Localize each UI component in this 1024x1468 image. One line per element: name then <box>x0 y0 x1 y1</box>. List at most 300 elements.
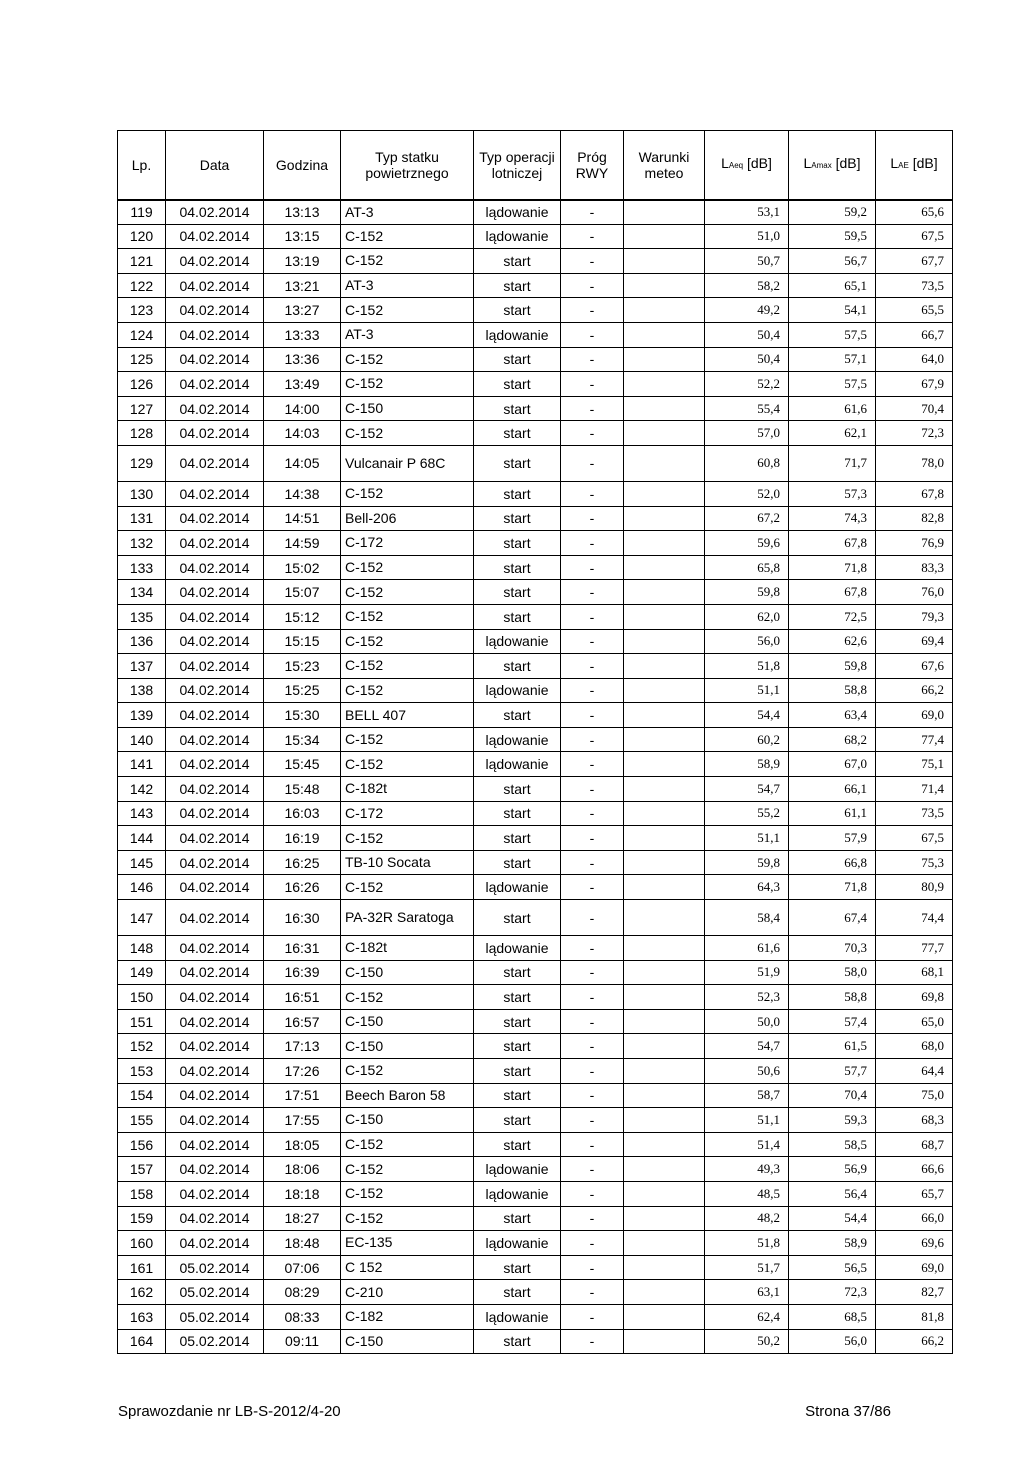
lae-cell: 65,5 <box>876 298 953 323</box>
lamax-cell: 63,4 <box>789 703 876 728</box>
date-cell: 04.02.2014 <box>166 396 264 421</box>
weather-cell <box>624 1206 705 1231</box>
table-row <box>118 985 953 1010</box>
aircraft-type-cell: C 152 <box>341 1255 474 1280</box>
lamax-cell: 61,5 <box>789 1034 876 1059</box>
laeq-cell: 63,1 <box>705 1280 789 1305</box>
weather-cell <box>624 322 705 347</box>
laeq-cell: 58,7 <box>705 1083 789 1108</box>
lamax-cell: 71,7 <box>789 445 876 481</box>
aircraft-type-cell: C-150 <box>341 396 474 421</box>
lp-cell: 153 <box>118 1059 166 1084</box>
table-row <box>118 481 953 506</box>
weather-cell <box>624 347 705 372</box>
lamax-cell: 62,1 <box>789 421 876 446</box>
laeq-cell: 51,1 <box>705 1108 789 1133</box>
lp-cell: 126 <box>118 372 166 397</box>
lp-cell: 127 <box>118 396 166 421</box>
laeq-cell: 60,8 <box>705 445 789 481</box>
laeq-cell: 51,8 <box>705 654 789 679</box>
aircraft-type-cell: C-152 <box>341 224 474 249</box>
time-cell: 15:34 <box>264 727 341 752</box>
lae-cell: 66,6 <box>876 1157 953 1182</box>
lamax-cell: 58,8 <box>789 985 876 1010</box>
weather-cell <box>624 445 705 481</box>
time-cell: 13:21 <box>264 273 341 298</box>
operation-type-cell: start <box>474 249 561 274</box>
lamax-cell: 62,6 <box>789 629 876 654</box>
aircraft-type-cell: C-152 <box>341 1181 474 1206</box>
aircraft-type-cell: BELL 407 <box>341 703 474 728</box>
lp-cell: 129 <box>118 445 166 481</box>
operation-type-cell: start <box>474 960 561 985</box>
laeq-cell: 52,0 <box>705 481 789 506</box>
weather-cell <box>624 1108 705 1133</box>
weather-cell <box>624 298 705 323</box>
lamax-cell: 58,9 <box>789 1231 876 1256</box>
aircraft-type-cell: C-152 <box>341 298 474 323</box>
lp-cell: 134 <box>118 580 166 605</box>
operation-type-cell: start <box>474 445 561 481</box>
date-cell: 04.02.2014 <box>166 752 264 777</box>
header-lamax-main: L <box>803 155 812 172</box>
time-cell: 15:25 <box>264 678 341 703</box>
operation-type-cell: start <box>474 703 561 728</box>
lp-cell: 161 <box>118 1255 166 1280</box>
header-prog-rwy: Próg RWY <box>561 131 624 200</box>
laeq-cell: 52,2 <box>705 372 789 397</box>
lp-cell: 130 <box>118 481 166 506</box>
date-cell: 04.02.2014 <box>166 936 264 961</box>
date-cell: 04.02.2014 <box>166 555 264 580</box>
operation-type-cell: start <box>474 372 561 397</box>
operation-type-cell: start <box>474 777 561 802</box>
time-cell: 16:30 <box>264 900 341 936</box>
date-cell: 04.02.2014 <box>166 481 264 506</box>
operation-type-cell: lądowanie <box>474 322 561 347</box>
weather-cell <box>624 1083 705 1108</box>
aircraft-type-cell: C-152 <box>341 985 474 1010</box>
weather-cell <box>624 777 705 802</box>
lae-cell: 68,1 <box>876 960 953 985</box>
operation-type-cell: start <box>474 1108 561 1133</box>
page-number: Strona 37/86 <box>805 1403 891 1420</box>
lae-cell: 69,4 <box>876 629 953 654</box>
lae-cell: 77,7 <box>876 936 953 961</box>
lamax-cell: 67,0 <box>789 752 876 777</box>
lamax-cell: 56,4 <box>789 1181 876 1206</box>
lamax-cell: 72,3 <box>789 1280 876 1305</box>
weather-cell <box>624 801 705 826</box>
weather-cell <box>624 1329 705 1354</box>
header-lamax <box>789 131 876 200</box>
lamax-cell: 59,5 <box>789 224 876 249</box>
operation-type-cell: lądowanie <box>474 629 561 654</box>
weather-cell <box>624 200 705 225</box>
date-cell: 04.02.2014 <box>166 506 264 531</box>
operation-type-cell: start <box>474 1329 561 1354</box>
table-row <box>118 1034 953 1059</box>
table-row <box>118 752 953 777</box>
aircraft-type-cell: AT-3 <box>341 273 474 298</box>
time-cell: 17:51 <box>264 1083 341 1108</box>
aircraft-type-cell: C-152 <box>341 555 474 580</box>
runway-threshold-cell: - <box>561 1034 624 1059</box>
laeq-cell: 48,2 <box>705 1206 789 1231</box>
lae-cell: 67,8 <box>876 481 953 506</box>
lp-cell: 124 <box>118 322 166 347</box>
operation-type-cell: start <box>474 421 561 446</box>
operation-type-cell: start <box>474 1206 561 1231</box>
lp-cell: 135 <box>118 604 166 629</box>
lp-cell: 125 <box>118 347 166 372</box>
lp-cell: 141 <box>118 752 166 777</box>
lamax-cell: 70,3 <box>789 936 876 961</box>
runway-threshold-cell: - <box>561 1108 624 1133</box>
lamax-cell: 61,1 <box>789 801 876 826</box>
aircraft-type-cell: C-152 <box>341 678 474 703</box>
aircraft-type-cell: C-150 <box>341 1329 474 1354</box>
aircraft-type-cell: AT-3 <box>341 322 474 347</box>
header-warunki-meteo: Warunki meteo <box>624 131 705 200</box>
lamax-cell: 57,5 <box>789 322 876 347</box>
lamax-cell: 65,1 <box>789 273 876 298</box>
time-cell: 18:27 <box>264 1206 341 1231</box>
table-row <box>118 224 953 249</box>
lp-cell: 139 <box>118 703 166 728</box>
runway-threshold-cell: - <box>561 826 624 851</box>
date-cell: 04.02.2014 <box>166 421 264 446</box>
header-laeq-main: L <box>721 155 729 172</box>
laeq-cell: 60,2 <box>705 727 789 752</box>
header-lae-unit: [dB] <box>908 155 938 172</box>
time-cell: 13:19 <box>264 249 341 274</box>
laeq-cell: 54,4 <box>705 703 789 728</box>
laeq-cell: 50,0 <box>705 1009 789 1034</box>
table-row <box>118 1009 953 1034</box>
date-cell: 04.02.2014 <box>166 985 264 1010</box>
date-cell: 04.02.2014 <box>166 850 264 875</box>
weather-cell <box>624 654 705 679</box>
lp-cell: 147 <box>118 900 166 936</box>
runway-threshold-cell: - <box>561 481 624 506</box>
operation-type-cell: start <box>474 1083 561 1108</box>
lamax-cell: 66,8 <box>789 850 876 875</box>
date-cell: 05.02.2014 <box>166 1255 264 1280</box>
weather-cell <box>624 372 705 397</box>
table-row <box>118 826 953 851</box>
time-cell: 16:31 <box>264 936 341 961</box>
table-row <box>118 654 953 679</box>
date-cell: 04.02.2014 <box>166 1083 264 1108</box>
table-row <box>118 555 953 580</box>
runway-threshold-cell: - <box>561 396 624 421</box>
time-cell: 14:59 <box>264 531 341 556</box>
lp-cell: 133 <box>118 555 166 580</box>
lae-cell: 68,0 <box>876 1034 953 1059</box>
weather-cell <box>624 1157 705 1182</box>
aircraft-type-cell: C-152 <box>341 347 474 372</box>
runway-threshold-cell: - <box>561 985 624 1010</box>
table-body <box>118 200 953 1354</box>
lp-cell: 155 <box>118 1108 166 1133</box>
header-lae <box>876 131 953 200</box>
laeq-cell: 49,2 <box>705 298 789 323</box>
lae-cell: 64,0 <box>876 347 953 372</box>
lp-cell: 163 <box>118 1304 166 1329</box>
lp-cell: 121 <box>118 249 166 274</box>
table-row <box>118 200 953 225</box>
date-cell: 04.02.2014 <box>166 727 264 752</box>
operation-type-cell: start <box>474 985 561 1010</box>
lp-cell: 137 <box>118 654 166 679</box>
weather-cell <box>624 1059 705 1084</box>
weather-cell <box>624 580 705 605</box>
date-cell: 04.02.2014 <box>166 298 264 323</box>
time-cell: 14:51 <box>264 506 341 531</box>
time-cell: 15:02 <box>264 555 341 580</box>
header-lp: Lp. <box>118 131 166 200</box>
runway-threshold-cell: - <box>561 249 624 274</box>
laeq-cell: 50,4 <box>705 347 789 372</box>
date-cell: 05.02.2014 <box>166 1304 264 1329</box>
operation-type-cell: start <box>474 850 561 875</box>
date-cell: 04.02.2014 <box>166 1034 264 1059</box>
time-cell: 17:55 <box>264 1108 341 1133</box>
date-cell: 04.02.2014 <box>166 347 264 372</box>
date-cell: 04.02.2014 <box>166 900 264 936</box>
lamax-cell: 56,0 <box>789 1329 876 1354</box>
lae-cell: 79,3 <box>876 604 953 629</box>
runway-threshold-cell: - <box>561 445 624 481</box>
runway-threshold-cell: - <box>561 372 624 397</box>
date-cell: 04.02.2014 <box>166 1181 264 1206</box>
weather-cell <box>624 752 705 777</box>
lp-cell: 146 <box>118 875 166 900</box>
lp-cell: 158 <box>118 1181 166 1206</box>
time-cell: 18:06 <box>264 1157 341 1182</box>
time-cell: 14:03 <box>264 421 341 446</box>
time-cell: 18:18 <box>264 1181 341 1206</box>
lamax-cell: 57,3 <box>789 481 876 506</box>
laeq-cell: 49,3 <box>705 1157 789 1182</box>
lp-cell: 136 <box>118 629 166 654</box>
lae-cell: 82,8 <box>876 506 953 531</box>
lp-cell: 152 <box>118 1034 166 1059</box>
laeq-cell: 51,9 <box>705 960 789 985</box>
aircraft-type-cell: C-152 <box>341 1157 474 1182</box>
table-row <box>118 1108 953 1133</box>
runway-threshold-cell: - <box>561 1132 624 1157</box>
operation-type-cell: lądowanie <box>474 875 561 900</box>
runway-threshold-cell: - <box>561 703 624 728</box>
runway-threshold-cell: - <box>561 1206 624 1231</box>
date-cell: 04.02.2014 <box>166 580 264 605</box>
lamax-cell: 61,6 <box>789 396 876 421</box>
table-row <box>118 298 953 323</box>
aircraft-type-cell: PA-32R Saratoga <box>341 900 474 936</box>
weather-cell <box>624 629 705 654</box>
lae-cell: 64,4 <box>876 1059 953 1084</box>
weather-cell <box>624 604 705 629</box>
date-cell: 04.02.2014 <box>166 249 264 274</box>
time-cell: 18:05 <box>264 1132 341 1157</box>
table-row <box>118 678 953 703</box>
lamax-cell: 54,1 <box>789 298 876 323</box>
aircraft-type-cell: C-150 <box>341 1034 474 1059</box>
time-cell: 16:39 <box>264 960 341 985</box>
lae-cell: 81,8 <box>876 1304 953 1329</box>
laeq-cell: 59,6 <box>705 531 789 556</box>
laeq-cell: 59,8 <box>705 850 789 875</box>
lp-cell: 119 <box>118 200 166 225</box>
table-row <box>118 777 953 802</box>
time-cell: 15:07 <box>264 580 341 605</box>
lp-cell: 128 <box>118 421 166 446</box>
lae-cell: 66,2 <box>876 678 953 703</box>
lamax-cell: 74,3 <box>789 506 876 531</box>
runway-threshold-cell: - <box>561 850 624 875</box>
aircraft-type-cell: C-150 <box>341 960 474 985</box>
date-cell: 04.02.2014 <box>166 604 264 629</box>
lp-cell: 120 <box>118 224 166 249</box>
runway-threshold-cell: - <box>561 1083 624 1108</box>
runway-threshold-cell: - <box>561 1304 624 1329</box>
lp-cell: 157 <box>118 1157 166 1182</box>
operation-type-cell: start <box>474 1034 561 1059</box>
table-row <box>118 249 953 274</box>
aircraft-type-cell: C-182 <box>341 1304 474 1329</box>
runway-threshold-cell: - <box>561 604 624 629</box>
time-cell: 15:48 <box>264 777 341 802</box>
table-row <box>118 900 953 936</box>
time-cell: 18:48 <box>264 1231 341 1256</box>
date-cell: 04.02.2014 <box>166 629 264 654</box>
lp-cell: 149 <box>118 960 166 985</box>
lamax-cell: 56,9 <box>789 1157 876 1182</box>
lae-cell: 73,5 <box>876 801 953 826</box>
weather-cell <box>624 1231 705 1256</box>
time-cell: 15:15 <box>264 629 341 654</box>
lp-cell: 144 <box>118 826 166 851</box>
runway-threshold-cell: - <box>561 506 624 531</box>
lamax-cell: 58,5 <box>789 1132 876 1157</box>
aircraft-type-cell: C-152 <box>341 654 474 679</box>
weather-cell <box>624 1280 705 1305</box>
aircraft-type-cell: C-152 <box>341 604 474 629</box>
operation-type-cell: start <box>474 604 561 629</box>
time-cell: 17:13 <box>264 1034 341 1059</box>
lae-cell: 80,9 <box>876 875 953 900</box>
lp-cell: 122 <box>118 273 166 298</box>
date-cell: 04.02.2014 <box>166 960 264 985</box>
weather-cell <box>624 481 705 506</box>
time-cell: 15:30 <box>264 703 341 728</box>
table-row <box>118 604 953 629</box>
table-row <box>118 936 953 961</box>
table-row <box>118 273 953 298</box>
operation-type-cell: lądowanie <box>474 1231 561 1256</box>
weather-cell <box>624 506 705 531</box>
lae-cell: 66,7 <box>876 322 953 347</box>
aircraft-type-cell: C-152 <box>341 249 474 274</box>
time-cell: 14:00 <box>264 396 341 421</box>
aircraft-type-cell: C-152 <box>341 752 474 777</box>
time-cell: 17:26 <box>264 1059 341 1084</box>
lamax-cell: 70,4 <box>789 1083 876 1108</box>
operation-type-cell: lądowanie <box>474 200 561 225</box>
lae-cell: 76,9 <box>876 531 953 556</box>
laeq-cell: 51,4 <box>705 1132 789 1157</box>
operation-type-cell: lądowanie <box>474 1181 561 1206</box>
lae-cell: 67,5 <box>876 224 953 249</box>
laeq-cell: 55,2 <box>705 801 789 826</box>
table-row <box>118 347 953 372</box>
header-typ-statku: Typ statku powietrznego <box>341 131 474 200</box>
time-cell: 13:15 <box>264 224 341 249</box>
laeq-cell: 51,1 <box>705 826 789 851</box>
laeq-cell: 58,4 <box>705 900 789 936</box>
weather-cell <box>624 727 705 752</box>
lae-cell: 82,7 <box>876 1280 953 1305</box>
date-cell: 04.02.2014 <box>166 1009 264 1034</box>
operation-type-cell: start <box>474 1009 561 1034</box>
weather-cell <box>624 1132 705 1157</box>
lae-cell: 65,0 <box>876 1009 953 1034</box>
table-row <box>118 875 953 900</box>
lae-cell: 65,7 <box>876 1181 953 1206</box>
laeq-cell: 67,2 <box>705 506 789 531</box>
runway-threshold-cell: - <box>561 273 624 298</box>
lp-cell: 138 <box>118 678 166 703</box>
time-cell: 15:23 <box>264 654 341 679</box>
lae-cell: 76,0 <box>876 580 953 605</box>
time-cell: 15:45 <box>264 752 341 777</box>
lae-cell: 75,3 <box>876 850 953 875</box>
laeq-cell: 52,3 <box>705 985 789 1010</box>
weather-cell <box>624 826 705 851</box>
weather-cell <box>624 273 705 298</box>
noise-measurement-table <box>117 130 953 1354</box>
runway-threshold-cell: - <box>561 322 624 347</box>
operation-type-cell: start <box>474 396 561 421</box>
aircraft-type-cell: TB-10 Socata <box>341 850 474 875</box>
time-cell: 08:29 <box>264 1280 341 1305</box>
date-cell: 04.02.2014 <box>166 445 264 481</box>
operation-type-cell: lądowanie <box>474 678 561 703</box>
lamax-cell: 56,7 <box>789 249 876 274</box>
weather-cell <box>624 396 705 421</box>
aircraft-type-cell: C-152 <box>341 629 474 654</box>
runway-threshold-cell: - <box>561 531 624 556</box>
date-cell: 04.02.2014 <box>166 1059 264 1084</box>
runway-threshold-cell: - <box>561 1255 624 1280</box>
laeq-cell: 58,2 <box>705 273 789 298</box>
weather-cell <box>624 875 705 900</box>
lamax-cell: 59,2 <box>789 200 876 225</box>
laeq-cell: 57,0 <box>705 421 789 446</box>
lamax-cell: 59,3 <box>789 1108 876 1133</box>
operation-type-cell: start <box>474 298 561 323</box>
operation-type-cell: start <box>474 347 561 372</box>
report-number: Sprawozdanie nr LB-S-2012/4-20 <box>118 1403 341 1420</box>
runway-threshold-cell: - <box>561 347 624 372</box>
operation-type-cell: start <box>474 826 561 851</box>
laeq-cell: 51,8 <box>705 1231 789 1256</box>
weather-cell <box>624 900 705 936</box>
table-row <box>118 1206 953 1231</box>
aircraft-type-cell: C-172 <box>341 531 474 556</box>
